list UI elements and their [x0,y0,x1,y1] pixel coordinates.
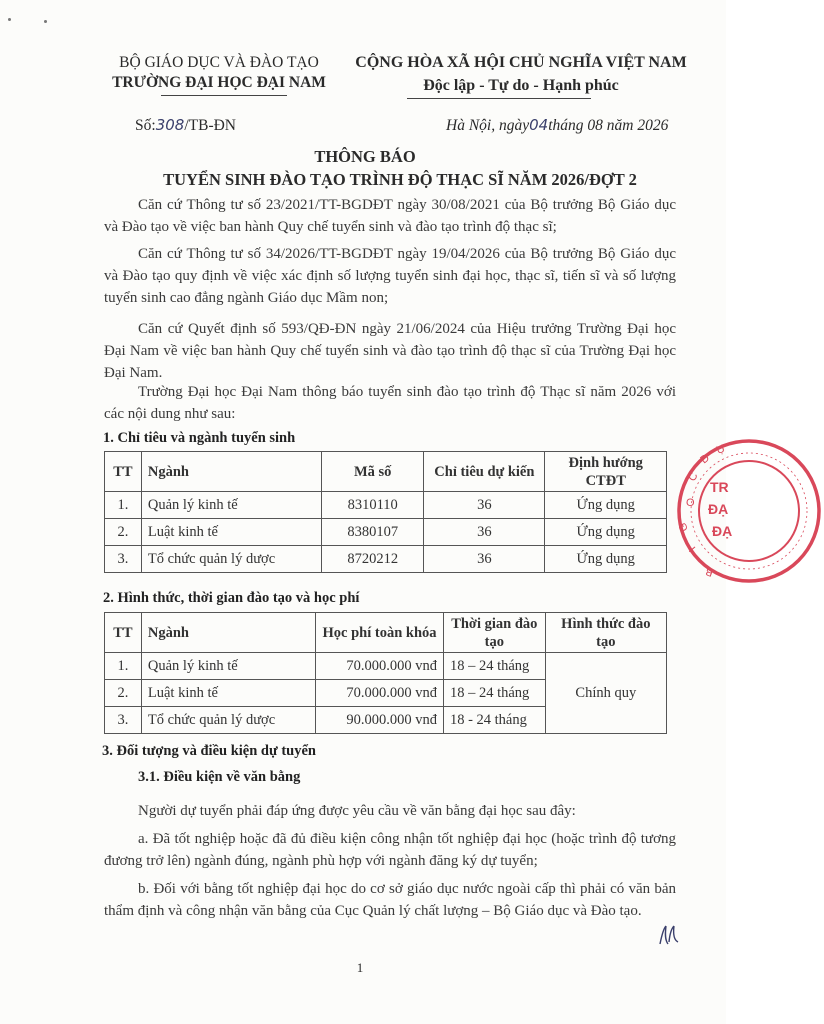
doc-number-suffix: /TB-ĐN [184,117,236,134]
section3-subheading: 3.1. Điều kiện về văn bằng [138,769,301,785]
intro-paragraph: Trường Đại học Đại Nam thông báo tuyển sinh đào tạo trình độ Thạc sĩ năm 2026 với các nội dung như sau: [104,384,676,422]
svg-text:B: B [704,564,716,579]
cell-major: Quản lý kinh tế [141,492,321,519]
cell-major: Luật kinh tế [141,519,321,546]
date-day-handwritten: 04 [529,116,549,134]
intro-paragraph: Căn cứ Thông tư số 34/2026/TT-BGDĐT ngày 19/04/2026 của Bộ trưởng Bộ Giáo dục và Đào tạo quy định về việc xác định số lượng tuyển sinh đại học, thạc sĩ, tiến sĩ và số lượng tuyển sinh cao đẳng ngành Giáo dục Mầm non; [104,246,676,306]
tuition-table [104,612,667,734]
col-header: Học phí toàn khóa [316,613,444,653]
initials-signature [656,922,684,948]
table-row [105,519,667,546]
section3-paragraph: Người dự tuyển phải đáp ứng được yêu cầu về văn bằng đại học sau đây: [138,803,576,819]
cell-orientation: Ứng dụng [545,492,667,519]
place-date-prefix: Hà Nội, ngày [446,117,530,134]
cell-duration: 18 – 24 tháng [443,653,545,680]
intro-paragraph: Căn cứ Quyết định số 593/QĐ-ĐN ngày 21/06/2024 của Hiệu trưởng Trường Đại học Đại Nam về việc ban hành Quy chế tuyển sinh và đào tạo trình độ thạc sĩ của Trường Đại học Đại Nam. [104,321,676,381]
col-header: Thời gian đào tạo [443,613,545,653]
col-header: Định hướng CTĐT [545,452,667,492]
section1-heading: 1. Chỉ tiêu và ngành tuyển sinh [103,430,296,446]
col-header: Mã số [322,452,424,492]
org-university [95,74,343,92]
cell-major: Tổ chức quản lý dược [141,707,315,734]
svg-text:TR: TR [710,479,729,495]
svg-text:ĐẠ: ĐẠ [708,501,729,517]
place-date [446,116,668,135]
republic-title: CỘNG HÒA XÃ HỘI CHỦ NGHĨA VIỆT NAM [355,54,687,71]
cell-duration: 18 – 24 tháng [443,680,545,707]
cell-index: 2. [105,519,142,546]
cell-quota: 36 [424,546,545,573]
cell-mode: Chính quy [545,653,666,734]
col-header: Ngành [141,613,315,653]
cell-index: 2. [105,680,142,707]
cell-duration: 18 - 24 tháng [443,707,545,734]
cell-tuition: 90.000.000 vnđ [316,707,444,734]
cell-index: 1. [105,653,142,680]
notice-subtitle: TUYỂN SINH ĐÀO TẠO TRÌNH ĐỘ THẠC SĨ NĂM 2026/ĐỢT 2 [163,170,637,189]
cell-orientation: Ứng dụng [545,546,667,573]
section3-paragraph: b. Đối với bằng tốt nghiệp đại học do cơ sở giáo dục nước ngoài cấp thì phải có văn bản thẩm định và công nhận văn bằng của Cục Quản lý chất lượng – Bộ Giáo dục và Đào tạo. [104,881,676,919]
table-row [105,492,667,519]
cell-code: 8380107 [322,519,424,546]
org-university-text: TRƯỜNG ĐẠI HỌC ĐẠI NAM [112,74,326,91]
svg-text:ĐẠ: ĐẠ [712,523,733,539]
quota-table [104,451,667,573]
motto-underline [407,98,591,99]
cell-major: Quản lý kinh tế [141,653,315,680]
svg-text:I: I [687,543,699,554]
table-row [105,546,667,573]
cell-index: 1. [105,492,142,519]
cell-tuition: 70.000.000 vnđ [316,680,444,707]
section2-heading: 2. Hình thức, thời gian đào tạo và học phí [103,590,360,606]
table-row [105,653,667,680]
intro-paragraph: Căn cứ Thông tư số 23/2021/TT-BGDĐT ngày 30/08/2021 của Bộ trưởng Bộ Giáo dục và Đào tạo về việc ban hành Quy chế tuyển sinh và đào tạo trình độ thạc sĩ; [104,197,676,235]
doc-number [135,116,236,135]
org-ministry: BỘ GIÁO DỤC VÀ ĐÀO TẠO [119,54,319,71]
cell-code: 8310110 [322,492,424,519]
cell-major: Luật kinh tế [141,680,315,707]
cell-code: 8720212 [322,546,424,573]
col-header: TT [105,452,142,492]
cell-quota: 36 [424,492,545,519]
place-date-suffix: tháng 08 năm 2026 [548,117,669,134]
cell-tuition: 70.000.000 vnđ [316,653,444,680]
cell-orientation: Ứng dụng [545,519,667,546]
motto: Độc lập - Tự do - Hạnh phúc [423,77,619,94]
svg-text:D: D [698,451,713,467]
org-underline [161,95,287,96]
col-header: Hình thức đào tạo [545,613,666,653]
section3-heading: 3. Đối tượng và điều kiện dự tuyển [102,743,316,759]
scan-speck [44,20,47,23]
cell-index: 3. [105,707,142,734]
col-header: Ngành [141,452,321,492]
scan-speck [8,18,11,21]
cell-major: Tổ chức quản lý dược [141,546,321,573]
cell-index: 3. [105,546,142,573]
col-header: TT [105,613,142,653]
svg-text:O: O [686,497,695,509]
cell-quota: 36 [424,519,545,546]
doc-number-handwritten: 308 [155,116,185,134]
page-number: 1 [356,960,364,975]
table-header-row [105,613,667,653]
official-seal-icon [674,436,824,586]
doc-number-prefix: Số: [135,117,156,134]
section3-paragraph: a. Đã tốt nghiệp hoặc đã đủ điều kiện công nhận tốt nghiệp đại học (hoặc trình độ tương đương trở lên) ngành đúng, ngành phù hợp với ngành đăng ký dự tuyển; [104,831,676,869]
col-header: Chỉ tiêu dự kiến [424,452,545,492]
svg-text:C: C [686,470,701,484]
svg-text:G: G [676,520,691,534]
svg-text:Ụ: Ụ [714,442,727,457]
table-header-row [105,452,667,492]
notice-title: THÔNG BÁO [314,147,416,166]
